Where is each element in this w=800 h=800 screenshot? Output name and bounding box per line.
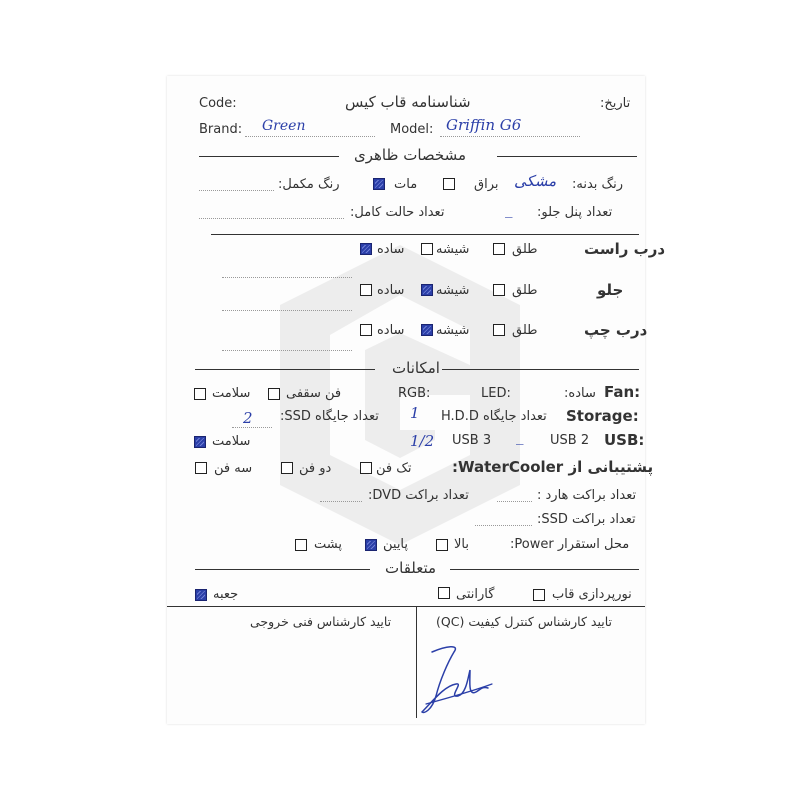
front-panel-count-label: تعداد پنل جلو: xyxy=(537,205,613,220)
usb2-label: USB 2 xyxy=(550,433,590,448)
left-door-mesh-checkbox[interactable] xyxy=(493,324,505,336)
front-panel-count-value[interactable]: _ xyxy=(505,200,513,218)
dvd-bracket-label: تعداد براکت DVD: xyxy=(368,488,469,503)
hdd-bracket-label: تعداد براکت هارد : xyxy=(537,488,637,503)
right-door-glass-checkbox[interactable] xyxy=(421,243,433,255)
model-label: Model: xyxy=(390,122,434,137)
left-door-label: درب چپ xyxy=(584,321,648,339)
power-bottom-label: پایین xyxy=(383,537,409,552)
usb3-label: USB 3 xyxy=(452,433,492,448)
box-checkbox[interactable] xyxy=(195,589,207,601)
three-fan-checkbox[interactable] xyxy=(195,462,207,474)
box-label: جعبه xyxy=(213,587,239,602)
power-back-label: پشت xyxy=(314,537,342,552)
full-state-count-label: تعداد حالت کامل: xyxy=(350,205,445,220)
three-fan-label: سه فن xyxy=(214,461,253,476)
date-label: تاریخ: xyxy=(600,96,631,111)
front-mesh-label: طلق xyxy=(512,283,538,298)
glossy-checkbox[interactable] xyxy=(443,178,455,190)
storage-label: Storage: xyxy=(566,407,639,425)
left-door-glass-checkbox[interactable] xyxy=(421,324,433,336)
power-top-label: بالا xyxy=(454,537,469,552)
right-door-mesh-label: طلق xyxy=(512,242,538,257)
watercooler-label: پشتیبانی از WaterCooler: xyxy=(452,458,654,476)
fan-healthy-checkbox[interactable] xyxy=(194,388,206,400)
ssd-bays-label: تعداد جایگاه SSD: xyxy=(280,409,379,424)
body-color-label: رنگ بدنه: xyxy=(572,177,624,192)
front-glass-checkbox[interactable] xyxy=(421,284,433,296)
usb-healthy-label: سلامت xyxy=(212,434,251,449)
ssd-bracket-label: تعداد براکت SSD: xyxy=(537,512,636,527)
right-door-plain-checkbox[interactable] xyxy=(360,243,372,255)
code-label: Code: xyxy=(199,96,237,111)
brand-label: Brand: xyxy=(199,122,243,137)
warranty-label: گارانتی xyxy=(456,587,495,602)
case-lighting-label: نورپردازی قاب xyxy=(552,587,632,602)
left-door-plain-checkbox[interactable] xyxy=(360,324,372,336)
form-title: شناسنامه قاب کیس xyxy=(345,93,471,111)
left-door-mesh-label: طلق xyxy=(512,323,538,338)
power-top-checkbox[interactable] xyxy=(436,539,448,551)
two-fan-label: دو فن xyxy=(299,461,332,476)
ceiling-fan-label: فن سقفی xyxy=(286,386,342,401)
qc-signature xyxy=(418,640,498,720)
case-lighting-checkbox[interactable] xyxy=(533,589,545,601)
front-mesh-checkbox[interactable] xyxy=(493,284,505,296)
left-door-plain-label: ساده xyxy=(377,323,405,338)
features-section-title: امکانات xyxy=(392,359,440,377)
ssd-bays-value[interactable]: 2 xyxy=(243,409,253,427)
power-back-checkbox[interactable] xyxy=(295,539,307,551)
front-plain-label: ساده xyxy=(377,283,405,298)
two-fan-checkbox[interactable] xyxy=(281,462,293,474)
right-door-plain-label: ساده xyxy=(377,242,405,257)
left-door-glass-label: شیشه xyxy=(436,323,470,338)
right-door-mesh-checkbox[interactable] xyxy=(493,243,505,255)
right-door-label: درب راست xyxy=(584,240,666,258)
right-door-glass-label: شیشه xyxy=(436,242,470,257)
front-label: جلو xyxy=(597,281,624,299)
complement-color-label: رنگ مکمل: xyxy=(278,177,340,192)
front-glass-label: شیشه xyxy=(436,283,470,298)
one-fan-label: تک فن xyxy=(376,461,412,476)
fan-simple-label: ساده: xyxy=(564,386,596,401)
qc-approval-label: تایید کارشناس کنترل کیفیت (QC) xyxy=(436,614,613,629)
usb3-value[interactable]: 1/2 xyxy=(410,432,435,450)
hdd-bays-label: تعداد جایگاه H.D.D xyxy=(441,409,547,424)
power-bottom-checkbox[interactable] xyxy=(365,539,377,551)
front-plain-checkbox[interactable] xyxy=(360,284,372,296)
ceiling-fan-checkbox[interactable] xyxy=(268,388,280,400)
usb-healthy-checkbox[interactable] xyxy=(194,436,206,448)
fan-led-label: LED: xyxy=(481,386,511,401)
usb2-value[interactable]: _ xyxy=(516,427,524,445)
fan-healthy-label: سلامت xyxy=(212,386,251,401)
appearance-section-title: مشخصات ظاهری xyxy=(354,146,467,164)
usb-label: USB: xyxy=(604,431,645,449)
hdd-bays-value[interactable]: 1 xyxy=(410,404,420,422)
fan-label: Fan: xyxy=(604,383,641,401)
matte-label: مات xyxy=(394,177,418,192)
model-value[interactable]: Griffin G6 xyxy=(446,116,522,134)
power-location-label: محل استقرار Power: xyxy=(510,537,630,552)
one-fan-checkbox[interactable] xyxy=(360,462,372,474)
fan-rgb-label: RGB: xyxy=(398,386,431,401)
warranty-checkbox[interactable] xyxy=(438,587,450,599)
glossy-label: براق xyxy=(474,177,499,192)
accessories-section-title: متعلقات xyxy=(385,559,437,577)
tech-approval-label: تایید کارشناس فنی خروجی xyxy=(250,614,392,629)
matte-checkbox[interactable] xyxy=(373,178,385,190)
body-color-value[interactable]: مشکی xyxy=(514,172,557,190)
brand-value[interactable]: Green xyxy=(262,118,306,134)
